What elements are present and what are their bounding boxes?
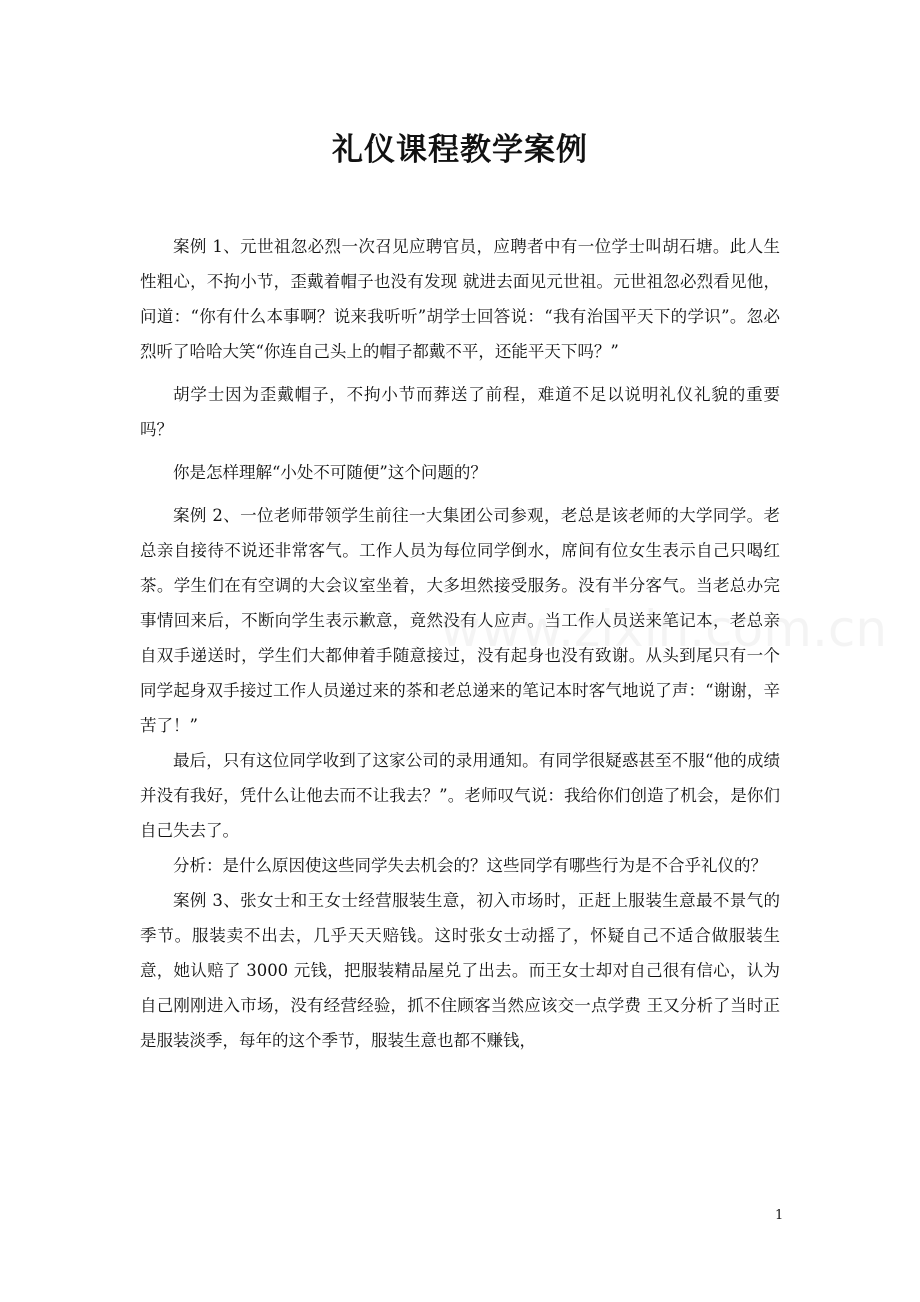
paragraph-case-3: 案例 3、张女士和王女士经营服装生意，初入市场时，正赶上服装生意最不景气的季节。服装卖不出去，几乎天天赔钱。这时张女士动摇了，怀疑自己不适合做服装生意，她认赔了 3000 元钱，把服装精品屋兑了出去。而王女士却对自己很有信心，认为自己刚刚进入市场，没有经营经验，抓不住顾客当然应该交一点学费 王又分析了当时正是服装淡季，每年的这个季节，服装生意也都不赚钱， (140, 891, 780, 1050)
paragraph-case-2-outcome: 最后，只有这位同学收到了这家公司的录用通知。有同学很疑惑甚至不服“他的成绩并没有我好，凭什么让他去而不让我去？”。老师叹气说：我给你们创造了机会，是你们自己失去了。 (140, 751, 780, 840)
paragraph-case-2-analysis: 分析：是什么原因使这些同学失去机会的？这些同学有哪些行为是不合乎礼仪的？ (173, 856, 767, 875)
paragraph-case-2: 案例 2、一位老师带领学生前往一大集团公司参观，老总是该老师的大学同学。老总亲自接待不说还非常客气。工作人员为每位同学倒水，席间有位女生表示自己只喝红茶。学生们在有空调的大会议室坐着，大多坦然接受服务。没有半分客气。当老总办完事情回来后，不断向学生表示歉意，竟然没有人应声。当工作人员送来笔记本，老总亲自双手递送时，学生们大都伸着手随意接过，没有起身也没有致谢。从头到尾只有一个同学起身双手接过工作人员递过来的茶和老总递来的笔记本时客气地说了声：“谢谢，辛苦了！” (140, 506, 780, 735)
paragraph-case-1-question: 你是怎样理解“小处不可随便”这个问题的？ (173, 463, 487, 482)
document-body (140, 229, 780, 1058)
document-title: 礼仪课程教学案例 (332, 132, 588, 168)
paragraph-case-1: 案例 1、元世祖忽必烈一次召见应聘官员，应聘者中有一位学士叫胡石塘。此人生性粗心，不拘小节，歪戴着帽子也没有发现 就进去面见元世祖。元世祖忽必烈看见他，问道：“你有什么本事啊？说来我听听”胡学士回答说：“我有治国平天下的学识”。忽必烈听了哈哈大笑“你连自己头上的帽子都戴不平，还能平天下吗？” (140, 237, 780, 361)
page-number: 1 (775, 1208, 784, 1223)
paragraph-case-1-conclusion: 胡学士因为歪戴帽子，不拘小节而葬送了前程，难道不足以说明礼仪礼貌的重要吗？ (140, 385, 780, 439)
